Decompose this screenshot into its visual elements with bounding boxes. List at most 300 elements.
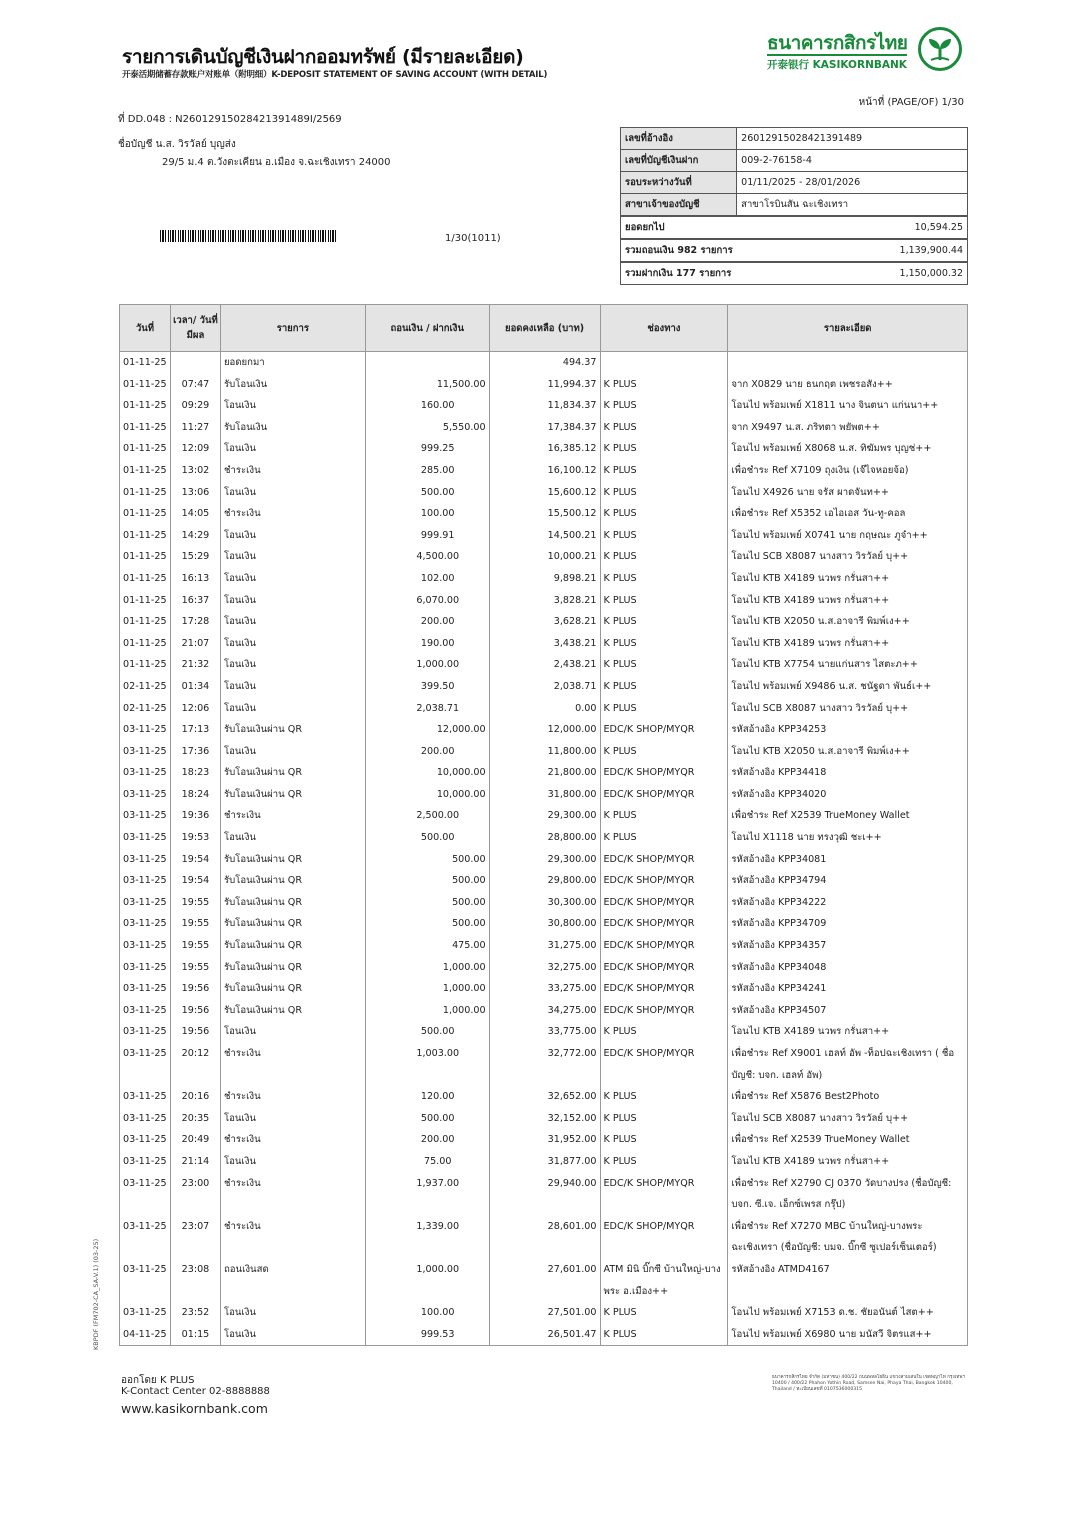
cell-detail: รหัสอ้างอิง KPP34709 <box>728 913 968 935</box>
cell-amount: 102.00 <box>365 568 489 590</box>
cell-balance: 11,834.37 <box>489 395 600 417</box>
cell-detail: จาก X9497 น.ส. ภริทตา พยัพต++ <box>728 417 968 439</box>
cell-channel: K PLUS <box>600 805 728 827</box>
issued-by: ออกโดย K PLUS <box>121 1375 195 1386</box>
cell-time: 17:28 <box>170 611 220 633</box>
cell-amount: 500.00 <box>365 482 489 504</box>
cell-amount: 120.00 <box>365 1086 489 1108</box>
cell-balance: 31,800.00 <box>489 784 600 806</box>
cell-channel: K PLUS <box>600 1129 728 1151</box>
table-row <box>120 395 968 417</box>
table-row <box>120 525 968 547</box>
cell-date: 03-11-25 <box>120 1021 171 1043</box>
cell-balance: 14,500.21 <box>489 525 600 547</box>
cell-date: 03-11-25 <box>120 805 171 827</box>
cell-date: 03-11-25 <box>120 762 171 784</box>
logo-english-text: 开泰银行 KASIKORNBANK <box>767 59 907 71</box>
cell-date: 03-11-25 <box>120 1000 171 1022</box>
cell-amount: 6,070.00 <box>365 590 489 612</box>
cell-balance: 16,100.12 <box>489 460 600 482</box>
cell-time: 01:34 <box>170 676 220 698</box>
cell-date: 03-11-25 <box>120 1302 171 1324</box>
cell-amount: 190.00 <box>365 633 489 655</box>
cell-description: โอนเงิน <box>220 1108 365 1130</box>
total-withdraw-label: รวมถอนเงิน 982 รายการ <box>621 239 737 262</box>
cell-detail: เพื่อชำระ Ref X7109 ถุงเงิน (เจ๊ไจหอยจ้อ) <box>728 460 968 482</box>
cell-description: โอนเงิน <box>220 827 365 849</box>
barcode <box>160 230 336 242</box>
col-balance: ยอดคงเหลือ (บาท) <box>489 305 600 352</box>
table-row <box>120 438 968 460</box>
cell-balance: 16,385.12 <box>489 438 600 460</box>
logo-thai-text: ธนาคารกสิกรไทย <box>767 32 908 54</box>
bank-address: ธนาคารกสิกรไทย จำกัด (มหาชน) 400/22 ถนนพหลโยธิน แขวงสามเสนใน เขตพญาไท กรุงเทพฯ 10400 / 400/22 Phahon Yothin Road, Samsen Nai, Phaya Thai, Bangkok 10400, Thailand / ทะเบียนเลขที่ 0107536000315 <box>772 1375 965 1392</box>
cell-time: 14:05 <box>170 503 220 525</box>
cell-amount: 500.00 <box>365 1108 489 1130</box>
cell-description: ชำระเงิน <box>220 460 365 482</box>
col-date: วันที่ <box>120 305 171 352</box>
cell-time: 19:55 <box>170 935 220 957</box>
cell-date: 03-11-25 <box>120 913 171 935</box>
cell-time: 19:53 <box>170 827 220 849</box>
cell-balance: 29,300.00 <box>489 805 600 827</box>
cell-time: 16:13 <box>170 568 220 590</box>
cell-detail: โอนไป KTB X4189 นวพร กรั่นสา++ <box>728 590 968 612</box>
cell-detail: โอนไป พร้อมเพย์ X8068 น.ส. ทิฆัมพร บุญช่++ <box>728 438 968 460</box>
cell-balance: 17,384.37 <box>489 417 600 439</box>
cell-detail: รหัสอ้างอิง KPP34253 <box>728 719 968 741</box>
cell-detail: รหัสอ้างอิง KPP34020 <box>728 784 968 806</box>
table-row <box>120 805 968 827</box>
cell-amount: 500.00 <box>365 870 489 892</box>
cell-description: โอนเงิน <box>220 654 365 676</box>
cell-time: 19:55 <box>170 957 220 979</box>
cell-channel: K PLUS <box>600 503 728 525</box>
cell-description: ชำระเงิน <box>220 1173 365 1216</box>
cell-balance: 9,898.21 <box>489 568 600 590</box>
cell-channel: K PLUS <box>600 1108 728 1130</box>
col-amount: ถอนเงิน / ฝากเงิน <box>365 305 489 352</box>
table-row <box>120 374 968 396</box>
cell-description: รับโอนเงินผ่าน QR <box>220 784 365 806</box>
cell-date: 01-11-25 <box>120 633 171 655</box>
cell-detail: โอนไป KTB X2050 น.ส.อาจารี พิมพ์เง++ <box>728 611 968 633</box>
cell-balance: 33,775.00 <box>489 1021 600 1043</box>
cell-time: 21:32 <box>170 654 220 676</box>
cell-detail: โอนไป SCB X8087 นางสาว วิรวัลย์ บุ++ <box>728 546 968 568</box>
cell-time: 23:08 <box>170 1259 220 1302</box>
cell-description: รับโอนเงินผ่าน QR <box>220 913 365 935</box>
cell-description: รับโอนเงินผ่าน QR <box>220 935 365 957</box>
cell-amount: 160.00 <box>365 395 489 417</box>
cell-detail: รหัสอ้างอิง ATMD4167 <box>728 1259 968 1302</box>
cell-amount: 200.00 <box>365 741 489 763</box>
total-deposit-label: รวมฝากเงิน 177 รายการ <box>621 262 737 285</box>
col-description: รายการ <box>220 305 365 352</box>
cell-balance: 29,940.00 <box>489 1173 600 1216</box>
table-row <box>120 935 968 957</box>
branch-value: สาขาโรบินสัน ฉะเชิงเทรา <box>737 194 968 217</box>
cell-channel: EDC/K SHOP/MYQR <box>600 978 728 1000</box>
cell-channel: EDC/K SHOP/MYQR <box>600 762 728 784</box>
cell-detail: รหัสอ้างอิง KPP34507 <box>728 1000 968 1022</box>
cell-channel: K PLUS <box>600 438 728 460</box>
cell-date: 01-11-25 <box>120 568 171 590</box>
cell-date: 03-11-25 <box>120 784 171 806</box>
cell-description: รับโอนเงิน <box>220 374 365 396</box>
cell-detail: โอนไป X4926 นาย จรัส ผาดจันท++ <box>728 482 968 504</box>
table-row <box>120 1043 968 1086</box>
table-row <box>120 849 968 871</box>
cell-amount: 5,550.00 <box>365 417 489 439</box>
cell-detail: โอนไป พร้อมเพย์ X0741 นาย กฤษณะ ภูจำ++ <box>728 525 968 547</box>
cell-channel: K PLUS <box>600 1324 728 1346</box>
cell-date: 03-11-25 <box>120 978 171 1000</box>
cell-detail <box>728 352 968 374</box>
total-deposit-value: 1,150,000.32 <box>737 262 968 285</box>
cell-balance: 28,601.00 <box>489 1216 600 1259</box>
cell-date: 01-11-25 <box>120 482 171 504</box>
cell-detail: รหัสอ้างอิง KPP34048 <box>728 957 968 979</box>
cell-date: 01-11-25 <box>120 374 171 396</box>
cell-balance: 28,800.00 <box>489 827 600 849</box>
cell-balance: 2,038.71 <box>489 676 600 698</box>
cell-date: 03-11-25 <box>120 957 171 979</box>
cell-balance: 3,828.21 <box>489 590 600 612</box>
cell-detail: รหัสอ้างอิง KPP34418 <box>728 762 968 784</box>
cell-date: 03-11-25 <box>120 741 171 763</box>
cell-date: 03-11-25 <box>120 935 171 957</box>
cell-time <box>170 352 220 374</box>
cell-time: 19:56 <box>170 978 220 1000</box>
cell-detail: โอนไป KTB X4189 นวพร กรั่นสา++ <box>728 633 968 655</box>
customer-address: 29/5 ม.4 ต.วังตะเคียน อ.เมือง จ.ฉะเชิงเทรา 24000 <box>162 157 391 168</box>
cell-balance: 32,275.00 <box>489 957 600 979</box>
cell-amount: 2,038.71 <box>365 698 489 720</box>
cell-balance: 3,628.21 <box>489 611 600 633</box>
cell-detail: เพื่อชำระ Ref X2539 TrueMoney Wallet <box>728 1129 968 1151</box>
cell-channel: K PLUS <box>600 1021 728 1043</box>
cell-balance: 34,275.00 <box>489 1000 600 1022</box>
cell-detail: โอนไป SCB X8087 นางสาว วิรวัลย์ บุ++ <box>728 698 968 720</box>
cell-detail: โอนไป KTB X4189 นวพร กรั่นสา++ <box>728 568 968 590</box>
cell-time: 12:06 <box>170 698 220 720</box>
cell-date: 02-11-25 <box>120 698 171 720</box>
cell-description: ชำระเงิน <box>220 1216 365 1259</box>
cell-date: 01-11-25 <box>120 654 171 676</box>
cell-amount: 11,500.00 <box>365 374 489 396</box>
cell-amount: 1,000.00 <box>365 1259 489 1302</box>
cell-date: 01-11-25 <box>120 417 171 439</box>
cell-channel: K PLUS <box>600 374 728 396</box>
branch-label: สาขาเจ้าของบัญชี <box>621 194 737 217</box>
cell-time: 19:56 <box>170 1021 220 1043</box>
cell-balance: 11,800.00 <box>489 741 600 763</box>
cell-date: 03-11-25 <box>120 892 171 914</box>
page-number: หน้าที่ (PAGE/OF) 1/30 <box>858 97 964 108</box>
cell-time: 19:54 <box>170 870 220 892</box>
cell-channel: EDC/K SHOP/MYQR <box>600 849 728 871</box>
cell-time: 19:54 <box>170 849 220 871</box>
cell-time: 19:55 <box>170 913 220 935</box>
table-row <box>120 1173 968 1216</box>
cell-time: 01:15 <box>170 1324 220 1346</box>
cell-amount: 12,000.00 <box>365 719 489 741</box>
statement-subtitle: 开泰活期储蓄存款账户对账单（附明细）K-DEPOSIT STATEMENT OF SAVING ACCOUNT (WITH DETAIL) <box>122 70 548 80</box>
form-code: KBPDF (FM702-CA_SA-V.1) (03-25) <box>92 1238 100 1350</box>
table-row <box>120 482 968 504</box>
cell-time: 19:55 <box>170 892 220 914</box>
cell-description: โอนเงิน <box>220 568 365 590</box>
cell-date: 03-11-25 <box>120 870 171 892</box>
table-row <box>120 870 968 892</box>
cell-date: 01-11-25 <box>120 460 171 482</box>
cell-amount: 100.00 <box>365 1302 489 1324</box>
cell-channel: ATM มินิ บิ๊กซี บ้านใหญ่-บางพระ อ.เมือง++ <box>600 1259 728 1302</box>
cell-amount: 200.00 <box>365 1129 489 1151</box>
cell-channel: K PLUS <box>600 676 728 698</box>
account-name: ชื่อบัญชี น.ส. วิรวัลย์ บุญส่ง <box>118 139 236 150</box>
cell-channel: EDC/K SHOP/MYQR <box>600 1173 728 1216</box>
cell-amount: 500.00 <box>365 913 489 935</box>
cell-balance: 29,300.00 <box>489 849 600 871</box>
cell-detail: โอนไป KTB X2050 น.ส.อาจารี พิมพ์เง++ <box>728 741 968 763</box>
cell-balance: 32,772.00 <box>489 1043 600 1086</box>
table-row <box>120 719 968 741</box>
cell-time: 11:27 <box>170 417 220 439</box>
cell-date: 03-11-25 <box>120 1043 171 1086</box>
cell-description: ยอดยกมา <box>220 352 365 374</box>
cell-description: ถอนเงินสด <box>220 1259 365 1302</box>
table-row <box>120 676 968 698</box>
cell-amount: 10,000.00 <box>365 784 489 806</box>
cell-description: รับโอนเงินผ่าน QR <box>220 957 365 979</box>
cell-description: โอนเงิน <box>220 741 365 763</box>
cell-description: โอนเงิน <box>220 1302 365 1324</box>
bank-logo <box>765 26 970 76</box>
cell-channel: EDC/K SHOP/MYQR <box>600 719 728 741</box>
cell-time: 20:35 <box>170 1108 220 1130</box>
cell-time: 20:49 <box>170 1129 220 1151</box>
cell-description: โอนเงิน <box>220 438 365 460</box>
cell-amount: 200.00 <box>365 611 489 633</box>
cell-time: 17:36 <box>170 741 220 763</box>
cell-detail: โอนไป X1118 นาย ทรงวุฒิ ชะเ++ <box>728 827 968 849</box>
cell-description: โอนเงิน <box>220 395 365 417</box>
transactions-table <box>119 304 968 1346</box>
total-withdraw-value: 1,139,900.44 <box>737 239 968 262</box>
cell-description: ชำระเงิน <box>220 805 365 827</box>
cell-date: 02-11-25 <box>120 676 171 698</box>
cell-description: โอนเงิน <box>220 698 365 720</box>
cell-description: รับโอนเงินผ่าน QR <box>220 1000 365 1022</box>
cell-balance: 26,501.47 <box>489 1324 600 1346</box>
cell-date: 01-11-25 <box>120 546 171 568</box>
cell-amount: 285.00 <box>365 460 489 482</box>
cell-channel: EDC/K SHOP/MYQR <box>600 957 728 979</box>
cell-date: 03-11-25 <box>120 1259 171 1302</box>
cell-amount: 10,000.00 <box>365 762 489 784</box>
cell-amount: 500.00 <box>365 1021 489 1043</box>
cell-balance: 30,300.00 <box>489 892 600 914</box>
account-number-value: 009-2-76158-4 <box>737 150 968 172</box>
cell-balance: 3,438.21 <box>489 633 600 655</box>
cell-description: รับโอนเงิน <box>220 417 365 439</box>
table-row <box>120 352 968 374</box>
cell-amount: 999.25 <box>365 438 489 460</box>
cell-time: 14:29 <box>170 525 220 547</box>
cell-amount: 399.50 <box>365 676 489 698</box>
cell-detail: เพื่อชำระ Ref X2790 CJ 0370 วัดบางปรง (ชื่อบัญชี: บจก. ซี.เจ. เอ็กซ์เพรส กรุ๊ป) <box>728 1173 968 1216</box>
cell-balance: 27,501.00 <box>489 1302 600 1324</box>
cell-description: โอนเงิน <box>220 546 365 568</box>
cell-description: ชำระเงิน <box>220 1129 365 1151</box>
cell-date: 03-11-25 <box>120 827 171 849</box>
table-row <box>120 1108 968 1130</box>
cell-date: 03-11-25 <box>120 849 171 871</box>
cell-detail: เพื่อชำระ Ref X9001 เฮลท์ อัพ -ท็อปฉะเชิงเทรา ( ชื่อบัญชี: บจก. เฮลท์ อัพ) <box>728 1043 968 1086</box>
cell-balance: 10,000.21 <box>489 546 600 568</box>
cell-balance: 494.37 <box>489 352 600 374</box>
cell-description: รับโอนเงินผ่าน QR <box>220 870 365 892</box>
cell-detail: โอนไป พร้อมเพย์ X7153 ด.ช. ชัยอนันต์ ไสต++ <box>728 1302 968 1324</box>
cell-time: 19:36 <box>170 805 220 827</box>
cell-amount: 1,000.00 <box>365 957 489 979</box>
cell-amount: 500.00 <box>365 892 489 914</box>
cell-channel: K PLUS <box>600 546 728 568</box>
cell-time: 20:12 <box>170 1043 220 1086</box>
cell-time: 12:09 <box>170 438 220 460</box>
cell-detail: เพื่อชำระ Ref X5352 เอไอเอส วัน-ทู-คอล <box>728 503 968 525</box>
cell-amount <box>365 352 489 374</box>
cell-time: 16:37 <box>170 590 220 612</box>
cell-channel: K PLUS <box>600 1086 728 1108</box>
cell-amount: 4,500.00 <box>365 546 489 568</box>
cell-detail: รหัสอ้างอิง KPP34357 <box>728 935 968 957</box>
cell-channel: EDC/K SHOP/MYQR <box>600 892 728 914</box>
table-row <box>120 1259 968 1302</box>
cell-balance: 0.00 <box>489 698 600 720</box>
cell-detail: เพื่อชำระ Ref X2539 TrueMoney Wallet <box>728 805 968 827</box>
cell-description: รับโอนเงินผ่าน QR <box>220 892 365 914</box>
cell-channel: EDC/K SHOP/MYQR <box>600 784 728 806</box>
table-row <box>120 503 968 525</box>
cell-detail: รหัสอ้างอิง KPP34794 <box>728 870 968 892</box>
cell-amount: 1,339.00 <box>365 1216 489 1259</box>
cell-channel: K PLUS <box>600 568 728 590</box>
cell-description: ชำระเงิน <box>220 503 365 525</box>
table-row <box>120 654 968 676</box>
cell-balance: 31,952.00 <box>489 1129 600 1151</box>
cell-amount: 475.00 <box>365 935 489 957</box>
cell-description: ชำระเงิน <box>220 1043 365 1086</box>
period-label: รอบระหว่างวันที่ <box>621 172 737 194</box>
cell-channel: EDC/K SHOP/MYQR <box>600 1043 728 1086</box>
cell-channel: EDC/K SHOP/MYQR <box>600 1216 728 1259</box>
cell-balance: 32,652.00 <box>489 1086 600 1108</box>
cell-balance: 15,500.12 <box>489 503 600 525</box>
cell-detail: รหัสอ้างอิง KPP34241 <box>728 978 968 1000</box>
cell-balance: 33,275.00 <box>489 978 600 1000</box>
cell-description: รับโอนเงินผ่าน QR <box>220 978 365 1000</box>
cell-amount: 500.00 <box>365 827 489 849</box>
cell-amount: 75.00 <box>365 1151 489 1173</box>
account-number-label: เลขที่บัญชีเงินฝาก <box>621 150 737 172</box>
cell-detail: รหัสอ้างอิง KPP34081 <box>728 849 968 871</box>
cell-date: 03-11-25 <box>120 1108 171 1130</box>
col-time: เวลา/ วันที่มีผล <box>170 305 220 352</box>
cell-amount: 999.91 <box>365 525 489 547</box>
cell-balance: 2,438.21 <box>489 654 600 676</box>
document-reference: ที่ DD.048 : N26012915028421391489I/2569 <box>118 114 342 125</box>
cell-description: โอนเงิน <box>220 611 365 633</box>
cell-detail: โอนไป KTB X7754 นายแก่นสาร ไสตะภ++ <box>728 654 968 676</box>
cell-channel: K PLUS <box>600 633 728 655</box>
cell-time: 13:06 <box>170 482 220 504</box>
ref-value: 26012915028421391489 <box>737 128 968 150</box>
cell-balance: 31,275.00 <box>489 935 600 957</box>
cell-detail: รหัสอ้างอิง KPP34222 <box>728 892 968 914</box>
table-row <box>120 892 968 914</box>
cell-date: 04-11-25 <box>120 1324 171 1346</box>
cell-channel: K PLUS <box>600 590 728 612</box>
cell-description: โอนเงิน <box>220 590 365 612</box>
cell-date: 03-11-25 <box>120 1086 171 1108</box>
cell-channel: K PLUS <box>600 395 728 417</box>
cell-date: 01-11-25 <box>120 438 171 460</box>
table-row <box>120 1216 968 1259</box>
period-value: 01/11/2025 - 28/01/2026 <box>737 172 968 194</box>
cell-time: 19:56 <box>170 1000 220 1022</box>
table-row <box>120 1302 968 1324</box>
kbank-leaf-icon <box>918 27 962 71</box>
table-row <box>120 978 968 1000</box>
cell-detail: เพื่อชำระ Ref X5876 Best2Photo <box>728 1086 968 1108</box>
cell-date: 03-11-25 <box>120 1129 171 1151</box>
cell-date: 03-11-25 <box>120 1151 171 1173</box>
carry-forward-value: 10,594.25 <box>737 216 968 239</box>
col-channel: ช่องทาง <box>600 305 728 352</box>
cell-date: 03-11-25 <box>120 719 171 741</box>
cell-channel: K PLUS <box>600 654 728 676</box>
cell-description: โอนเงิน <box>220 1151 365 1173</box>
table-row <box>120 957 968 979</box>
cell-date: 01-11-25 <box>120 525 171 547</box>
cell-channel: K PLUS <box>600 482 728 504</box>
cell-balance: 11,994.37 <box>489 374 600 396</box>
cell-detail: จาก X0829 นาย ธนกฤต เพชรอสัง++ <box>728 374 968 396</box>
cell-time: 23:52 <box>170 1302 220 1324</box>
cell-description: โอนเงิน <box>220 633 365 655</box>
cell-date: 03-11-25 <box>120 1216 171 1259</box>
cell-date: 01-11-25 <box>120 611 171 633</box>
cell-description: รับโอนเงินผ่าน QR <box>220 849 365 871</box>
table-row <box>120 1000 968 1022</box>
website-link[interactable]: www.kasikornbank.com <box>121 1401 268 1416</box>
cell-channel: K PLUS <box>600 460 728 482</box>
cell-channel: K PLUS <box>600 525 728 547</box>
cell-balance: 12,000.00 <box>489 719 600 741</box>
table-row <box>120 784 968 806</box>
cell-time: 23:00 <box>170 1173 220 1216</box>
cell-channel: K PLUS <box>600 417 728 439</box>
cell-amount: 1,003.00 <box>365 1043 489 1086</box>
cell-balance: 30,800.00 <box>489 913 600 935</box>
cell-channel: EDC/K SHOP/MYQR <box>600 1000 728 1022</box>
cell-description: รับโอนเงินผ่าน QR <box>220 762 365 784</box>
cell-time: 09:29 <box>170 395 220 417</box>
table-row <box>120 611 968 633</box>
